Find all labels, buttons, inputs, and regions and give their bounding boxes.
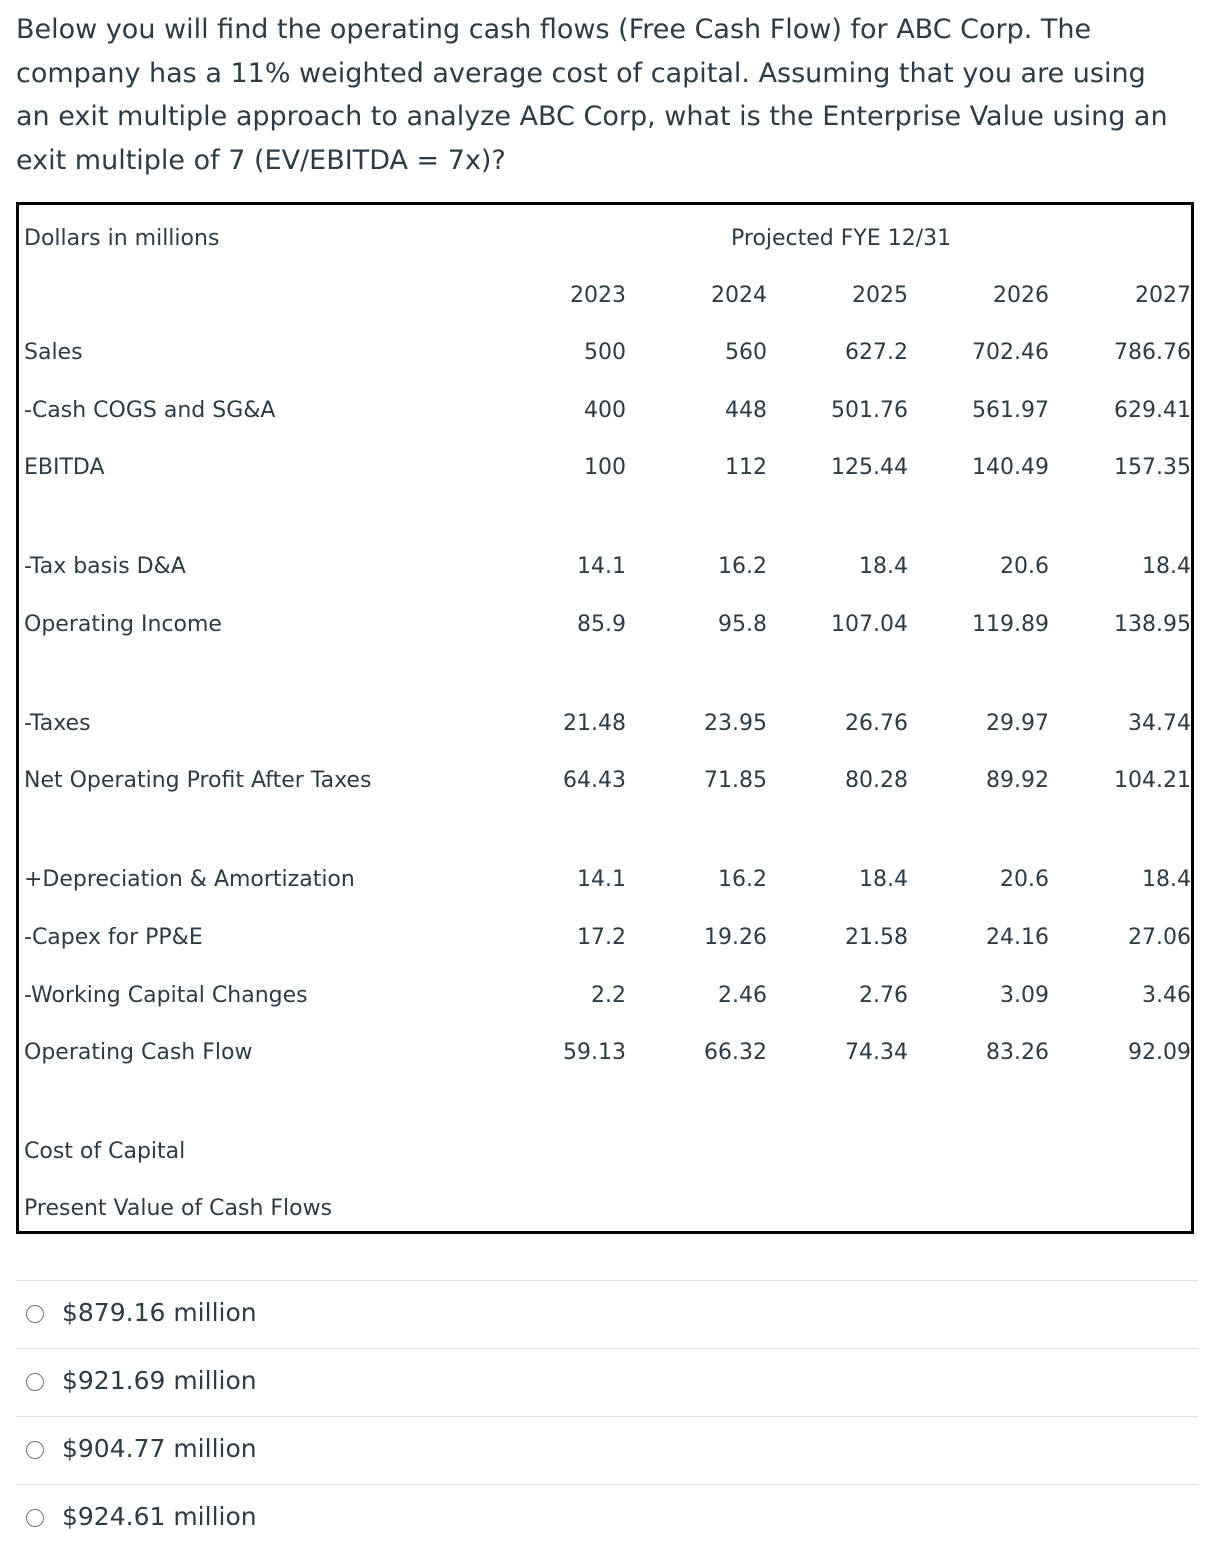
year-header: 2023 xyxy=(570,283,626,308)
answer-options xyxy=(16,1280,1198,1552)
cash-flow-table xyxy=(16,202,1194,1234)
table-cell: 80.28 xyxy=(845,768,908,793)
table-cell: 18.4 xyxy=(859,554,908,579)
table-cell: 17.2 xyxy=(577,925,626,950)
table-cell: 83.26 xyxy=(986,1040,1049,1065)
row-label: +Depreciation & Amortization xyxy=(24,867,355,892)
table-cell: 119.89 xyxy=(972,612,1049,637)
radio-button-icon[interactable] xyxy=(26,1305,44,1323)
row-label: -Working Capital Changes xyxy=(24,983,308,1008)
table-cell: 18.4 xyxy=(1142,867,1191,892)
table-cell: 125.44 xyxy=(831,455,908,480)
row-label: EBITDA xyxy=(24,455,105,480)
table-cell: 786.76 xyxy=(1114,340,1191,365)
table-cell: 448 xyxy=(725,398,767,423)
table-cell: 20.6 xyxy=(1000,554,1049,579)
table-cell: 138.95 xyxy=(1114,612,1191,637)
row-label: -Capex for PP&E xyxy=(24,925,203,950)
row-label: Sales xyxy=(24,340,83,365)
row-label: Operating Income xyxy=(24,612,222,637)
answer-option[interactable] xyxy=(16,1348,1198,1416)
radio-button-icon[interactable] xyxy=(26,1441,44,1459)
row-label: Operating Cash Flow xyxy=(24,1040,253,1065)
table-cell: 64.43 xyxy=(563,768,626,793)
row-label: Cost of Capital xyxy=(24,1139,186,1164)
table-cell: 16.2 xyxy=(718,554,767,579)
answer-option-label: $921.69 million xyxy=(62,1366,257,1395)
table-cell: 702.46 xyxy=(972,340,1049,365)
table-cell: 20.6 xyxy=(1000,867,1049,892)
year-header: 2024 xyxy=(711,283,767,308)
year-header: 2027 xyxy=(1135,283,1191,308)
table-cell: 19.26 xyxy=(704,925,767,950)
table-cell: 21.48 xyxy=(563,711,626,736)
answer-option-label: $924.61 million xyxy=(62,1502,257,1531)
table-cell: 561.97 xyxy=(972,398,1049,423)
table-cell: 2.2 xyxy=(591,983,626,1008)
radio-button-icon[interactable] xyxy=(26,1509,44,1527)
table-cell: 3.46 xyxy=(1142,983,1191,1008)
table-cell: 2.46 xyxy=(718,983,767,1008)
answer-option[interactable] xyxy=(16,1416,1198,1484)
units-label: Dollars in millions xyxy=(24,226,220,251)
year-header: 2025 xyxy=(852,283,908,308)
table-cell: 66.32 xyxy=(704,1040,767,1065)
table-cell: 85.9 xyxy=(577,612,626,637)
row-label: -Taxes xyxy=(24,711,91,736)
answer-option[interactable] xyxy=(16,1280,1198,1348)
table-cell: 14.1 xyxy=(577,554,626,579)
table-cell: 24.16 xyxy=(986,925,1049,950)
table-cell: 157.35 xyxy=(1114,455,1191,480)
table-cell: 23.95 xyxy=(704,711,767,736)
table-cell: 104.21 xyxy=(1114,768,1191,793)
table-cell: 627.2 xyxy=(845,340,908,365)
table-cell: 3.09 xyxy=(1000,983,1049,1008)
table-cell: 18.4 xyxy=(859,867,908,892)
table-cell: 629.41 xyxy=(1114,398,1191,423)
table-cell: 29.97 xyxy=(986,711,1049,736)
answer-option-label: $904.77 million xyxy=(62,1434,257,1463)
row-label: -Cash COGS and SG&A xyxy=(24,398,276,423)
table-cell: 92.09 xyxy=(1128,1040,1191,1065)
radio-button-icon[interactable] xyxy=(26,1373,44,1391)
question-text: Below you will find the operating cash flows (Free Cash Flow) for ABC Corp. The company has a 11% weighted average cost of capital. Assuming that you are using an exit multiple approach to analyze ABC Corp, what is the Enterprise Value using an exit multiple of 7 (EV/EBITDA = 7x)? xyxy=(16,14,1168,176)
table-cell: 21.58 xyxy=(845,925,908,950)
table-cell: 560 xyxy=(725,340,767,365)
row-label: -Tax basis D&A xyxy=(24,554,186,579)
table-cell: 400 xyxy=(584,398,626,423)
answer-option-label: $879.16 million xyxy=(62,1298,257,1327)
table-cell: 34.74 xyxy=(1128,711,1191,736)
table-cell: 140.49 xyxy=(972,455,1049,480)
table-cell: 89.92 xyxy=(986,768,1049,793)
table-cell: 27.06 xyxy=(1128,925,1191,950)
table-cell: 74.34 xyxy=(845,1040,908,1065)
row-label: Net Operating Profit After Taxes xyxy=(24,768,372,793)
table-cell: 18.4 xyxy=(1142,554,1191,579)
table-cell: 71.85 xyxy=(704,768,767,793)
table-cell: 112 xyxy=(725,455,767,480)
table-cell: 95.8 xyxy=(718,612,767,637)
table-cell: 501.76 xyxy=(831,398,908,423)
row-label: Present Value of Cash Flows xyxy=(24,1196,333,1221)
year-header: 2026 xyxy=(993,283,1049,308)
table-cell: 500 xyxy=(584,340,626,365)
table-cell: 2.76 xyxy=(859,983,908,1008)
table-cell: 100 xyxy=(584,455,626,480)
table-cell: 59.13 xyxy=(563,1040,626,1065)
table-cell: 16.2 xyxy=(718,867,767,892)
table-cell: 26.76 xyxy=(845,711,908,736)
table-cell: 14.1 xyxy=(577,867,626,892)
projected-header: Projected FYE 12/31 xyxy=(731,226,952,251)
table-cell: 107.04 xyxy=(831,612,908,637)
